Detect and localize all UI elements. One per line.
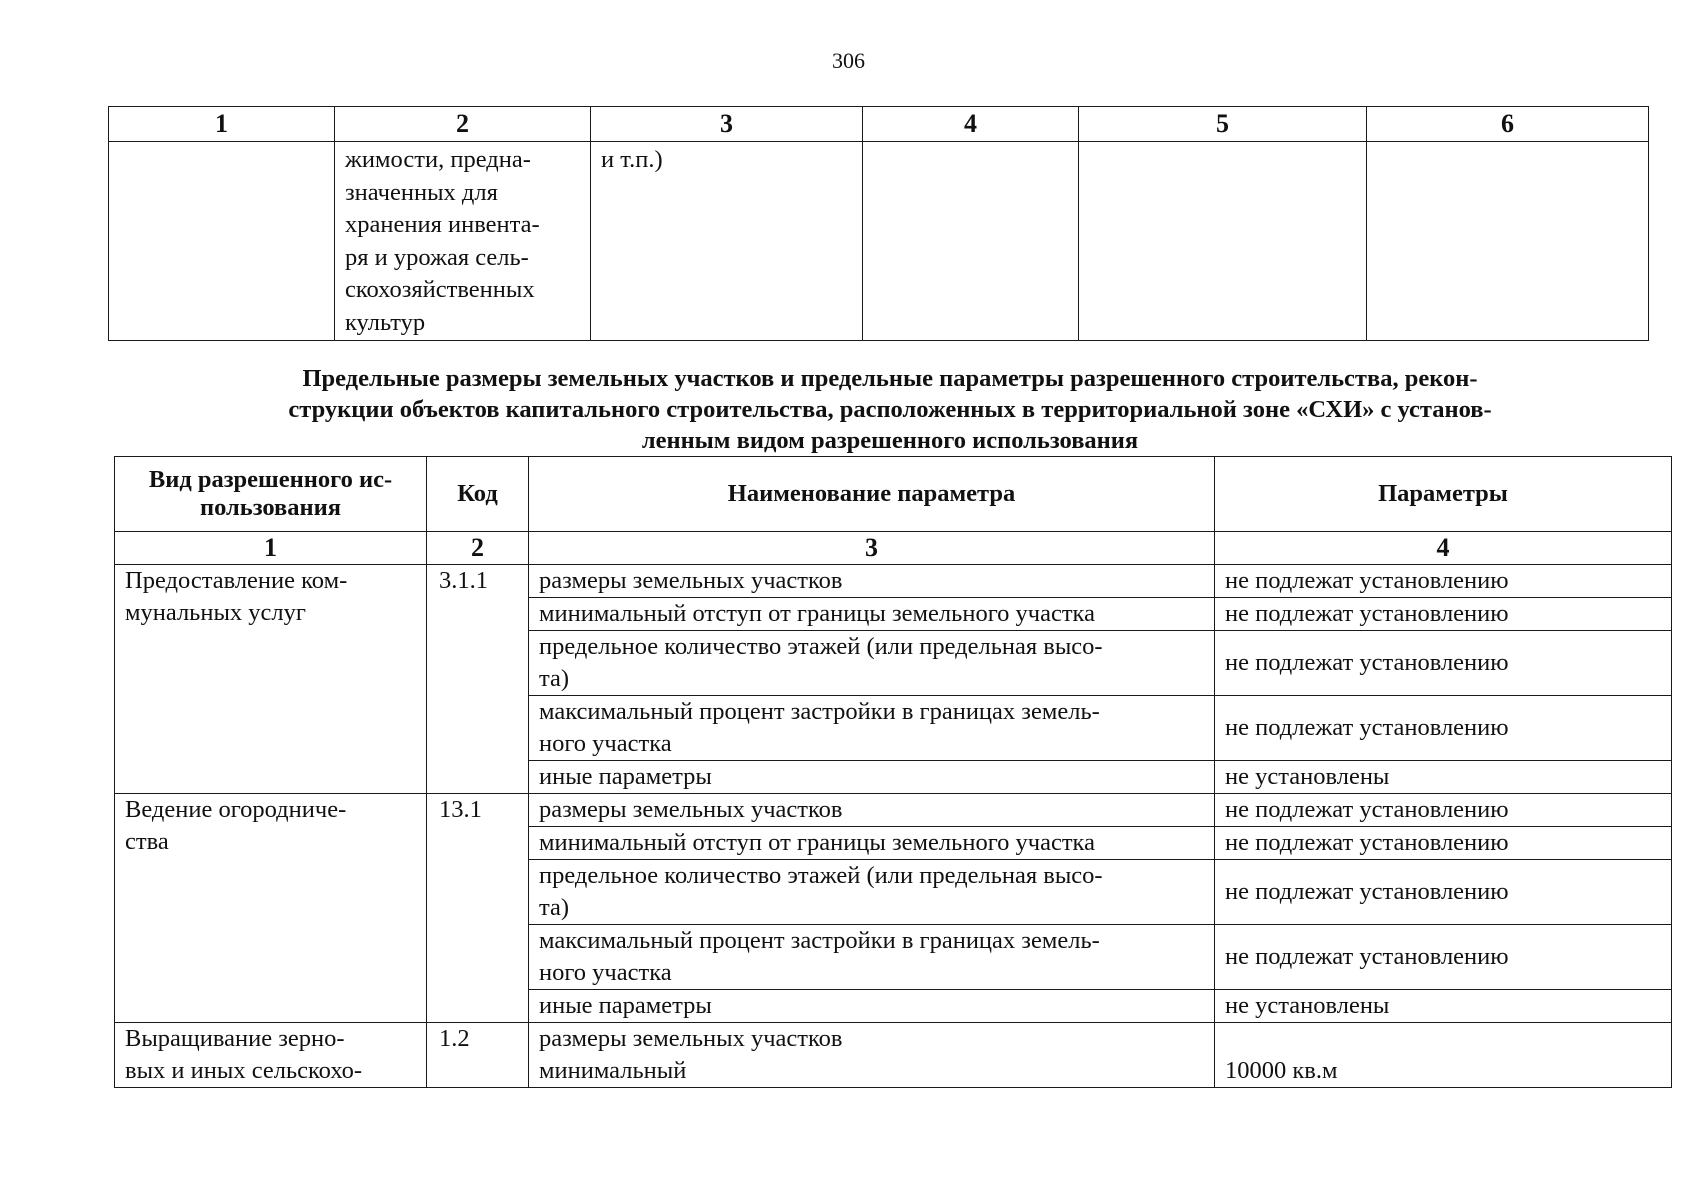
page-number: 306 — [832, 48, 865, 73]
parameter-name-cell: минимальный отступ от границы земельного участка — [529, 598, 1215, 631]
continuation-header-row — [109, 107, 1649, 142]
parameter-value-cell: не подлежат установлению — [1215, 827, 1672, 860]
table-row — [115, 565, 1672, 598]
parameter-name-cell: размеры земельных участков минимальный — [529, 1023, 1215, 1088]
parameter-name-cell: предельное количество этажей (или предельная высо- та) — [529, 631, 1215, 696]
continuation-row — [109, 142, 1649, 341]
parameter-value-cell: не подлежат установлению — [1215, 925, 1672, 990]
parameters-table — [114, 456, 1672, 1088]
table-cell — [863, 142, 1079, 341]
column-number: 5 — [1079, 107, 1367, 142]
column-number: 3 — [529, 532, 1215, 565]
parameter-name-cell: иные параметры — [529, 761, 1215, 794]
parameter-value-cell: не подлежат установлению — [1215, 696, 1672, 761]
header-parameters: Параметры — [1215, 457, 1672, 532]
parameter-name-cell: размеры земельных участков — [529, 565, 1215, 598]
column-number: 4 — [1215, 532, 1672, 565]
use-type-cell: Выращивание зерно- вых и иных сельскохо- — [115, 1023, 427, 1088]
parameter-name-cell: предельное количество этажей (или предельная высо- та) — [529, 860, 1215, 925]
table-header-row — [115, 457, 1672, 532]
code-cell: 3.1.1 — [427, 565, 529, 794]
parameter-value-cell: не подлежат установлению — [1215, 565, 1672, 598]
column-number: 4 — [863, 107, 1079, 142]
header-code: Код — [427, 457, 529, 532]
parameter-value-cell: 10000 кв.м — [1215, 1023, 1672, 1088]
header-use-type: Вид разрешенного ис- пользования — [115, 457, 427, 532]
parameter-name-cell: иные параметры — [529, 990, 1215, 1023]
table-cell — [1367, 142, 1649, 341]
column-number: 6 — [1367, 107, 1649, 142]
column-number: 1 — [109, 107, 335, 142]
parameter-name-cell: максимальный процент застройки в границах земель- ного участка — [529, 925, 1215, 990]
section-title: Предельные размеры земельных участков и предельные параметры разрешенного строительства, рекон- струкции объектов капитального строительства, расположенных в территориальной зоне «СХИ» с установ- ленным видом разрешенного использования — [288, 365, 1492, 454]
column-number-row — [115, 532, 1672, 565]
parameter-name-cell: размеры земельных участков — [529, 794, 1215, 827]
table-cell: жимости, предна- значенных для хранения инвента- ря и урожая сель- скохозяйственных культур — [335, 142, 591, 341]
continuation-table — [108, 106, 1649, 341]
code-cell: 1.2 — [427, 1023, 529, 1088]
parameter-value-cell: не подлежат установлению — [1215, 794, 1672, 827]
use-type-cell: Предоставление ком- мунальных услуг — [115, 565, 427, 794]
column-number: 2 — [427, 532, 529, 565]
table-cell — [109, 142, 335, 341]
parameter-value-cell: не установлены — [1215, 761, 1672, 794]
parameter-value-cell: не подлежат установлению — [1215, 631, 1672, 696]
use-type-cell: Ведение огородниче- ства — [115, 794, 427, 1023]
parameter-value-cell: не подлежат установлению — [1215, 598, 1672, 631]
code-cell: 13.1 — [427, 794, 529, 1023]
parameter-value-cell: не установлены — [1215, 990, 1672, 1023]
parameter-value-cell: не подлежат установлению — [1215, 860, 1672, 925]
table-cell — [1079, 142, 1367, 341]
parameter-name-cell: минимальный отступ от границы земельного участка — [529, 827, 1215, 860]
column-number: 1 — [115, 532, 427, 565]
header-parameter-name: Наименование параметра — [529, 457, 1215, 532]
table-cell: и т.п.) — [591, 142, 863, 341]
column-number: 2 — [335, 107, 591, 142]
table-row — [115, 1023, 1672, 1088]
parameter-name-cell: максимальный процент застройки в границах земель- ного участка — [529, 696, 1215, 761]
table-row — [115, 794, 1672, 827]
column-number: 3 — [591, 107, 863, 142]
